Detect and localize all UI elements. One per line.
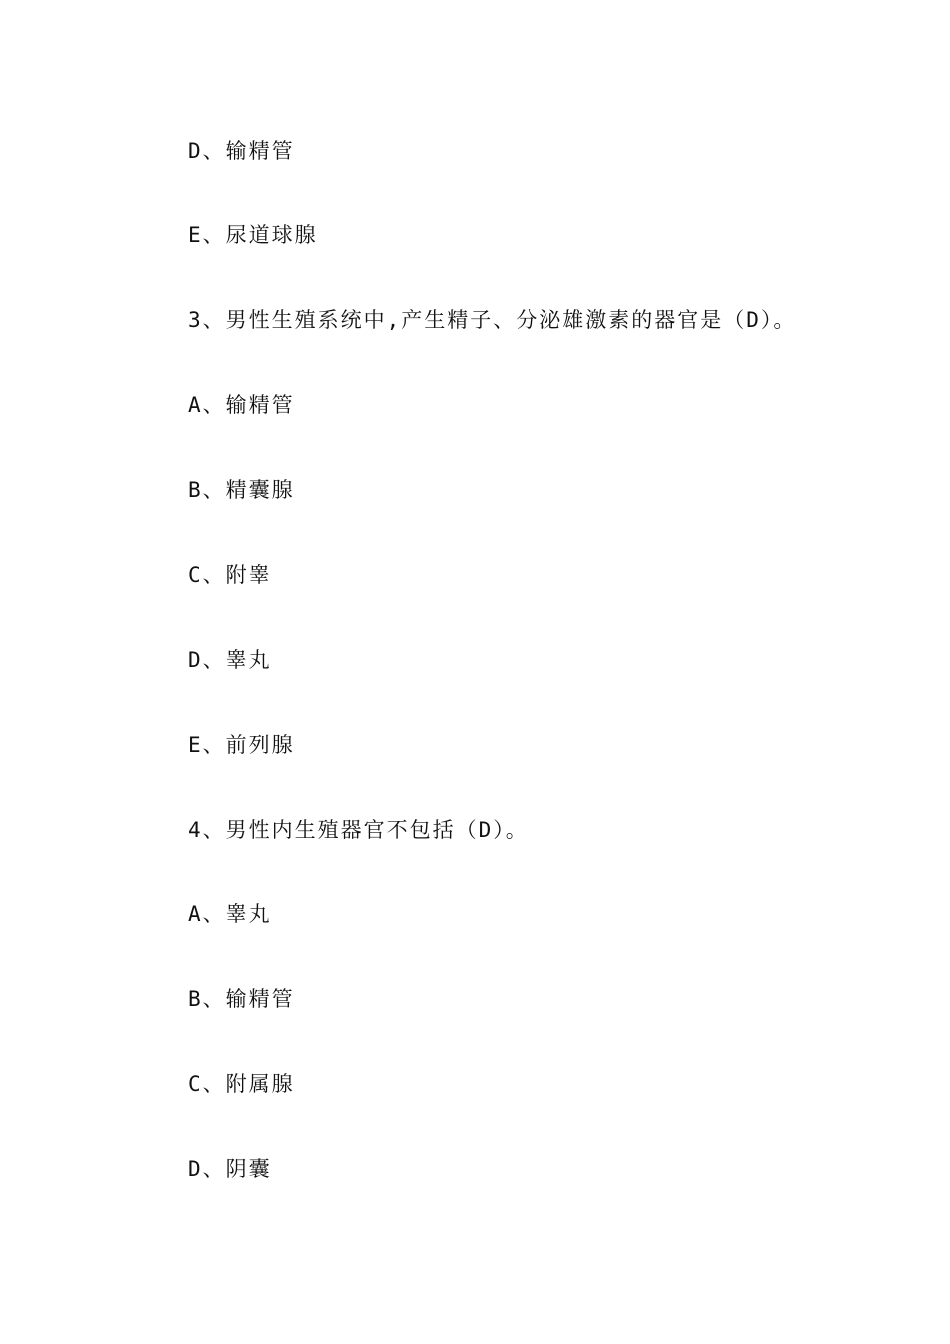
option-e-q3: E、前列腺 [188,733,295,757]
option-b-q4: B、输精管 [188,987,295,1011]
option-d-q4: D、阴囊 [188,1157,272,1181]
option-d-q3: D、睾丸 [188,648,272,672]
option-b-q3: B、精囊腺 [188,478,295,502]
option-c-q4: C、附属腺 [188,1072,295,1096]
option-c-q3: C、附睾 [188,563,272,587]
option-d-q2: D、输精管 [188,139,295,163]
option-e-q2: E、尿道球腺 [188,223,318,247]
option-a-q3: A、输精管 [188,393,295,417]
question-4: 4、男性内生殖器官不包括（D）。 [188,818,529,842]
question-3: 3、男性生殖系统中,产生精子、分泌雄激素的器官是（D）。 [188,308,797,332]
option-a-q4: A、睾丸 [188,902,272,926]
